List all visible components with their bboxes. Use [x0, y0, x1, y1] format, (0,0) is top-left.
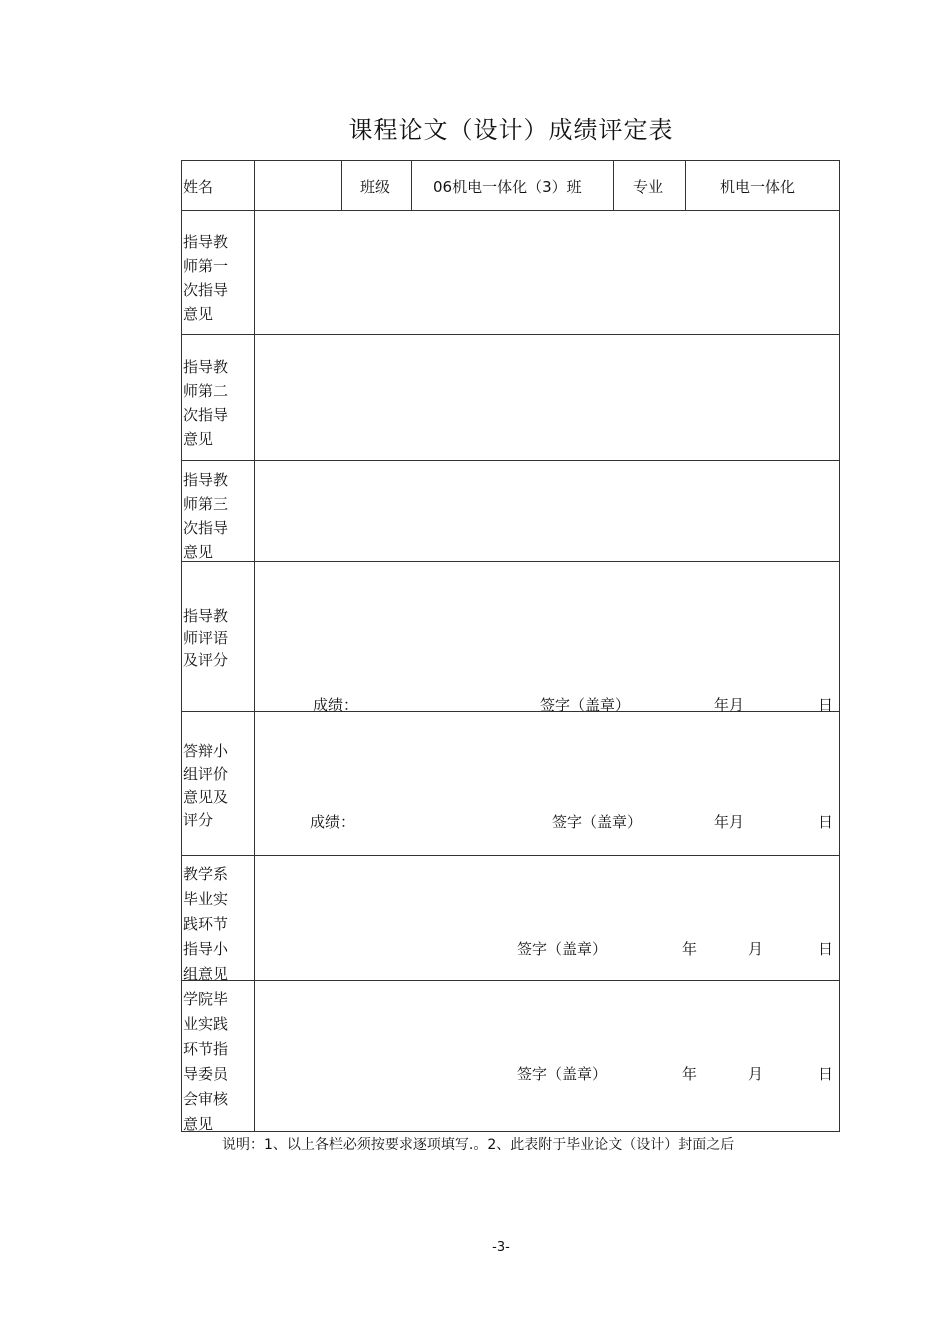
label-line: 教学系: [183, 865, 229, 883]
defense-year-month: 年月: [714, 813, 745, 831]
page-title: 课程论文（设计）成绩评定表: [348, 116, 674, 144]
label-line: 师第三: [183, 495, 229, 513]
row-divider: [181, 855, 840, 856]
label-line: 指导教: [183, 358, 229, 376]
label-line: 意见: [183, 305, 214, 323]
label-line: 师评语: [183, 629, 229, 647]
class-value: 06机电一体化（3）班: [433, 178, 582, 196]
row-label-third-guidance: [183, 468, 228, 564]
column-divider: [685, 160, 686, 210]
teacher-signature-label: 签字（盖章）: [540, 696, 631, 714]
label-line: 意见及: [183, 788, 229, 806]
defense-signature-label: 签字（盖章）: [552, 813, 643, 831]
page-number: -3-: [492, 1240, 510, 1255]
row-divider: [181, 980, 840, 981]
row-divider: [181, 561, 840, 562]
table-border-right: [839, 160, 840, 1132]
label-line: 次指导: [183, 519, 229, 537]
row-label-first-guidance: [183, 230, 228, 326]
label-line: 组评价: [183, 765, 229, 783]
label-line: 会审核: [183, 1090, 229, 1108]
label-line: 次指导: [183, 281, 229, 299]
label-line: 践环节: [183, 915, 229, 933]
row-divider: [181, 210, 840, 211]
label-line: 意见: [183, 430, 214, 448]
label-line: 指导小: [183, 940, 229, 958]
column-divider: [254, 160, 255, 1132]
college-year: 年: [682, 1065, 698, 1083]
label-line: 学院毕: [183, 990, 229, 1008]
defense-score-label: 成绩：: [310, 813, 356, 831]
label-line: 意见: [183, 1115, 214, 1133]
row-label-second-guidance: [183, 355, 228, 451]
label-line: 环节指: [183, 1040, 229, 1058]
table-border-top: [181, 160, 840, 161]
label-line: 答辩小: [183, 742, 229, 760]
label-line: 评分: [183, 811, 214, 829]
class-label: 班级: [360, 178, 391, 196]
label-line: 次指导: [183, 406, 229, 424]
table-border-left: [181, 160, 182, 1132]
row-label-department-group: [183, 862, 228, 987]
label-line: 师第一: [183, 257, 229, 275]
teacher-score-label: 成绩：: [313, 696, 359, 714]
row-label-teacher-comment: [183, 605, 228, 671]
department-signature-label: 签字（盖章）: [517, 940, 608, 958]
table-border-bottom: [181, 1131, 840, 1132]
label-line: 导委员: [183, 1065, 229, 1083]
row-label-college-committee: [183, 987, 228, 1137]
defense-day: 日: [818, 813, 834, 831]
department-month: 月: [748, 940, 764, 958]
label-line: 师第二: [183, 382, 229, 400]
label-line: 意见: [183, 543, 214, 561]
label-line: 指导教: [183, 471, 229, 489]
name-label: 姓名: [183, 178, 214, 196]
major-label: 专业: [633, 178, 664, 196]
row-label-defense-panel: [183, 740, 228, 832]
label-line: 指导教: [183, 607, 229, 625]
department-year: 年: [682, 940, 698, 958]
column-divider: [613, 160, 614, 210]
college-day: 日: [818, 1065, 834, 1083]
label-line: 指导教: [183, 233, 229, 251]
college-month: 月: [748, 1065, 764, 1083]
column-divider: [411, 160, 412, 210]
label-line: 及评分: [183, 651, 229, 669]
label-line: 业实践: [183, 1015, 229, 1033]
major-value: 机电一体化: [720, 178, 796, 196]
row-divider: [181, 460, 840, 461]
label-line: 组意见: [183, 965, 229, 983]
footnote: 说明：1、以上各栏必须按要求逐项填写.。2、此表附于毕业论文（设计）封面之后: [222, 1137, 735, 1153]
row-divider: [181, 334, 840, 335]
label-line: 毕业实: [183, 890, 229, 908]
teacher-day: 日: [818, 696, 834, 714]
column-divider: [341, 160, 342, 210]
department-day: 日: [818, 940, 834, 958]
teacher-year-month: 年月: [714, 696, 745, 714]
college-signature-label: 签字（盖章）: [517, 1065, 608, 1083]
name-field[interactable]: [262, 176, 334, 196]
